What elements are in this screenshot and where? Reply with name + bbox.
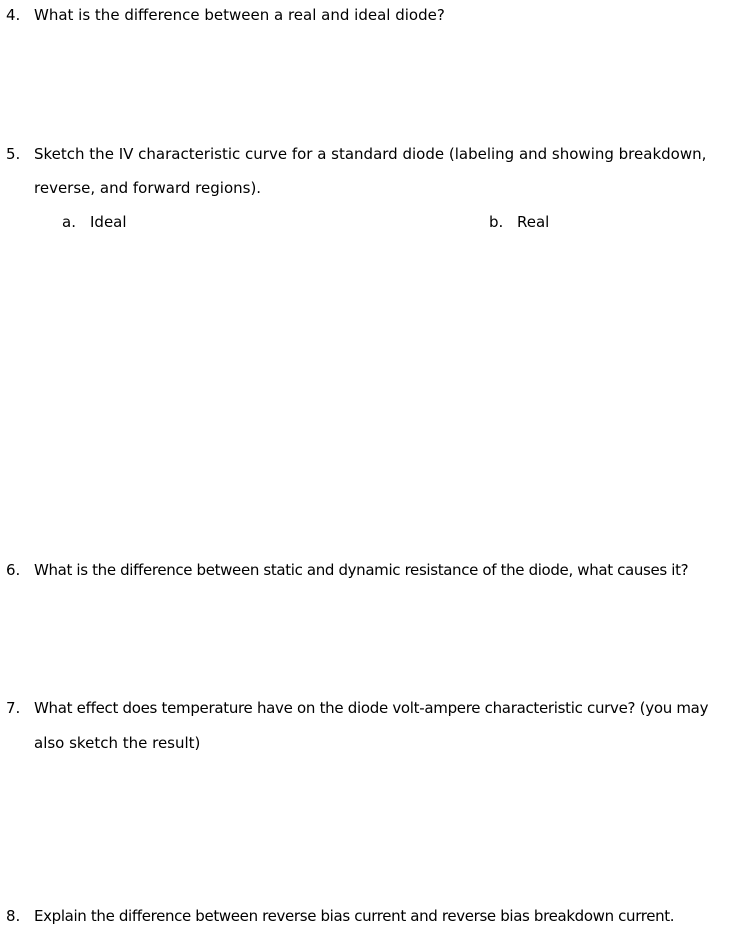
question-number: 6. (6, 561, 21, 579)
question-text: Explain the difference between reverse bias current and reverse bias breakdown current. (34, 907, 675, 925)
question-number: 8. (6, 907, 21, 925)
subpart-a (62, 212, 127, 232)
subpart-letter: b. (489, 213, 504, 231)
question-text-line-1: What effect does temperature have on the diode volt-ampere characteristic curve? (you may (34, 699, 709, 717)
subpart-label: Real (517, 213, 550, 231)
question-number: 4. (6, 6, 21, 24)
question-text-line-2: reverse, and forward regions). (34, 179, 262, 197)
subpart-label: Ideal (90, 213, 127, 231)
question-number: 5. (6, 145, 21, 163)
question-text: What is the difference between static and dynamic resistance of the diode, what causes it? (34, 561, 689, 579)
question-text-line-2: also sketch the result) (34, 734, 201, 752)
subpart-letter: a. (62, 213, 76, 231)
question-number: 7. (6, 699, 21, 717)
subpart-b (489, 212, 549, 232)
question-text: What is the difference between a real and ideal diode? (34, 6, 445, 24)
question-text-line-1: Sketch the IV characteristic curve for a standard diode (labeling and showing breakdown, (34, 145, 707, 163)
